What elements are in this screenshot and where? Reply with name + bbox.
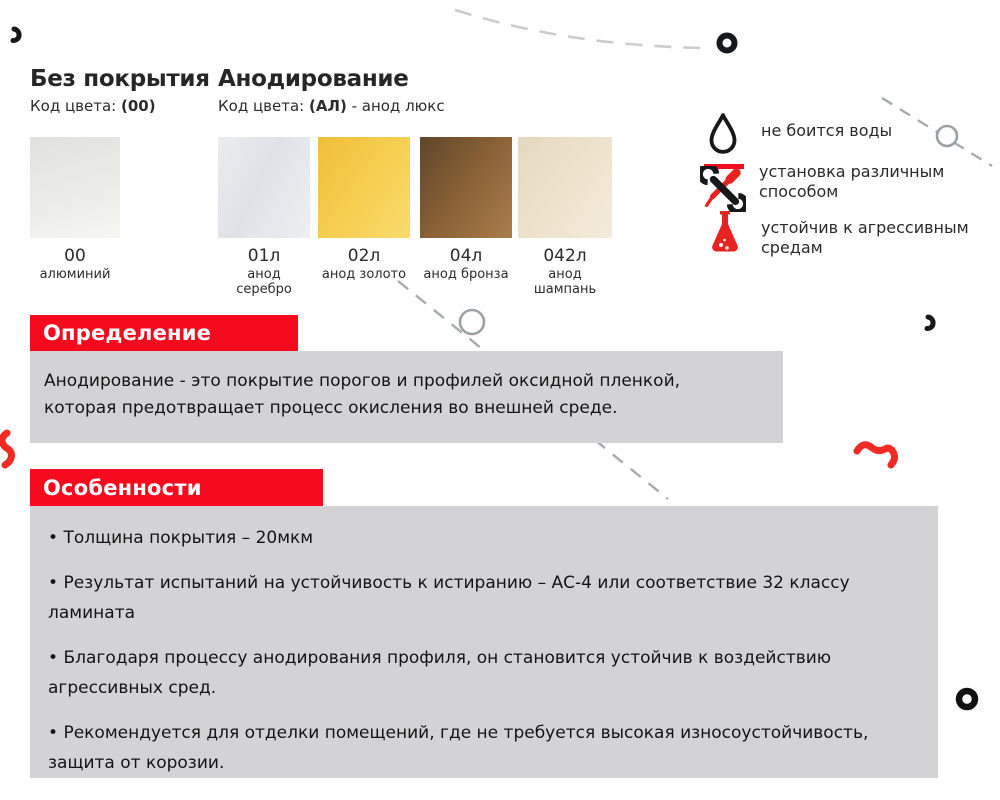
benefit-install-label: установка различным способом [759, 162, 945, 202]
benefit-water-label: не боится воды [761, 121, 893, 140]
swatch-04l-code: 04л [449, 246, 483, 266]
flask-icon [707, 208, 743, 260]
swatch-00-chip [30, 137, 120, 238]
swatch-042l-code: 042л [543, 246, 587, 266]
swatch-01l-code: 01л [247, 246, 281, 266]
definition-banner [30, 315, 298, 351]
no-coating-code-value: (00) [121, 97, 156, 115]
no-coating-code-label: Код цвета: [30, 97, 117, 115]
anodizing-code-label: Код цвета: [218, 97, 305, 115]
swatch-01l-chip [218, 137, 310, 238]
swatch-042l [518, 137, 612, 297]
swatch-02l-name: анод золото [321, 267, 407, 282]
swatch-042l-name: анод шампань [533, 267, 597, 297]
anodizing-code-suffix: - анод люкс [351, 97, 445, 115]
swatch-00 [30, 137, 120, 282]
feature-item: • Благодаря процессу анодирования профиля, он становится устойчив к воздействию агрессивных сред. [48, 643, 893, 703]
feature-item: • Рекомендуется для отделки помещений, где не требуется высокая износоустойчивость, защита от корозии. [48, 718, 893, 778]
swatch-04l-name: анод бронза [423, 267, 509, 282]
swatch-01l [218, 137, 310, 297]
definition-box [30, 351, 783, 443]
swatch-04l [420, 137, 512, 282]
features-banner [30, 469, 323, 506]
definition-title: Определение [43, 321, 212, 345]
features-list [48, 523, 893, 778]
benefit-chemical-label: устойчив к агрессивным средам [761, 218, 969, 258]
feature-item: • Результат испытаний на устойчивость к истиранию – АС-4 или соответствие 32 классу ламината [48, 568, 893, 628]
anodizing-code-value: (АЛ) [309, 97, 347, 115]
anodizing-title: Анодирование [218, 66, 409, 92]
no-coating-code [30, 97, 156, 115]
swatch-02l [318, 137, 410, 282]
swatch-01l-name: анод серебро [236, 267, 292, 297]
features-title: Особенности [43, 475, 202, 500]
features-box [30, 506, 938, 778]
swatch-00-code: 00 [64, 246, 86, 266]
water-drop-icon [704, 112, 744, 169]
definition-body: Анодирование - это покрытие порогов и профилей оксидной пленкой, которая предотвращает процесс окисления во внешней среде. [44, 371, 681, 419]
swatch-042l-chip [518, 137, 612, 238]
feature-item: • Толщина покрытия – 20мкм [48, 523, 893, 553]
swatch-00-name: алюминий [39, 267, 111, 282]
swatch-02l-code: 02л [347, 246, 381, 266]
no-coating-title: Без покрытия [30, 66, 210, 92]
swatch-04l-chip [420, 137, 512, 238]
swatch-02l-chip [318, 137, 410, 238]
anodizing-code [218, 97, 445, 115]
